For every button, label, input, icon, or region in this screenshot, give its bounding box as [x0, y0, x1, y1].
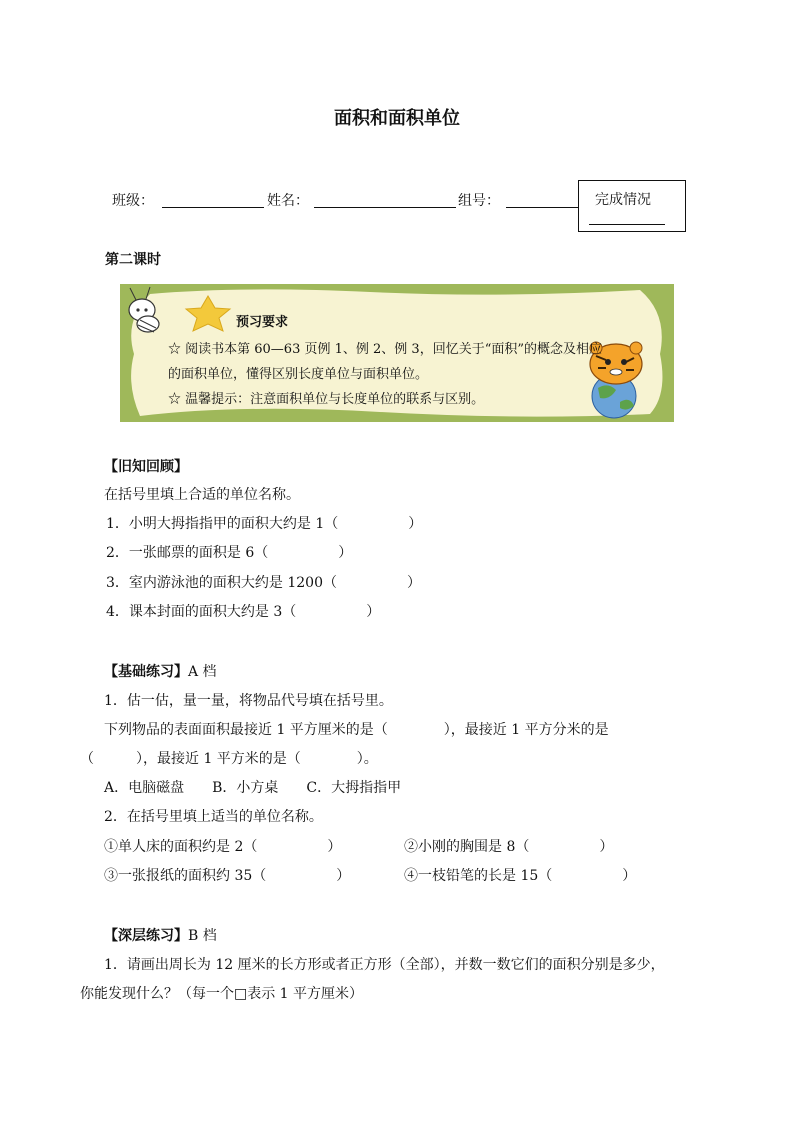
name-label: 姓名：: [267, 193, 309, 209]
preview-line-2: 的面积单位，懂得区别长度单位与面积单位。: [168, 367, 429, 382]
basic-q1: 1．估一估，量一量，将物品代号填在括号里。: [104, 693, 393, 709]
basic-q2-item-1: ①单人床的面积约是 2（ ）: [104, 839, 342, 855]
review-item-2: 2．一张邮票的面积是 6（ ）: [106, 545, 353, 561]
review-item-3: 3．室内游泳池的面积大约是 1200（ ）: [106, 575, 421, 591]
deep-q1-line-1: 1．请画出周长为 12 厘米的长方形或者正方形（全部），并数一数它们的面积分别是多少，: [104, 957, 665, 973]
basic-q1-options: A．电脑磁盘 B．小方桌 C．大拇指指甲: [104, 780, 402, 796]
completion-status-label: 完成情况: [595, 192, 651, 208]
review-item-1: 1．小明大拇指指甲的面积大约是 1（ ）: [106, 516, 423, 532]
preview-line-1: ☆ 阅读书本第 60—63 页例 1、例 2、例 3，回忆关于“面积”的概念及相应: [168, 342, 602, 357]
review-intro: 在括号里填上合适的单位名称。: [104, 487, 300, 503]
review-item-4: 4．课本封面的面积大约是 3（ ）: [106, 604, 381, 620]
class-label: 班级：: [112, 193, 154, 209]
deep-heading-row: [104, 925, 217, 945]
preview-title: 预习要求: [236, 315, 289, 330]
group-label: 组号：: [458, 193, 500, 209]
basic-q2-item-4: ④一枝铅笔的长是 15（ ）: [404, 868, 637, 884]
completion-status-box: [578, 180, 686, 232]
basic-q2: 2．在括号里填上适当的单位名称。: [104, 809, 323, 825]
name-blank[interactable]: [314, 207, 456, 208]
group-blank[interactable]: [506, 207, 578, 208]
basic-q2-item-2: ②小刚的胸围是 8（ ）: [404, 839, 614, 855]
lesson-label: 第二课时: [105, 252, 161, 268]
basic-q2-item-3: ③一张报纸的面积约 35（ ）: [104, 868, 351, 884]
deep-heading: 【深层练习】: [104, 928, 188, 944]
student-info-row: [112, 190, 582, 212]
basic-level: A 档: [188, 664, 217, 680]
completion-status-blank[interactable]: [589, 224, 665, 225]
basic-heading-row: [104, 661, 217, 681]
basic-heading: 【基础练习】: [104, 664, 188, 680]
preview-line-3: ☆ 温馨提示：注意面积单位与长度单位的联系与区别。: [168, 392, 485, 407]
deep-level: B 档: [188, 928, 217, 944]
basic-q1-line-2: （ ），最接近 1 平方米的是（ ）。: [80, 751, 378, 767]
page-title: 面积和面积单位: [334, 108, 460, 129]
basic-q1-line-1: 下列物品的表面面积最接近 1 平方厘米的是（ ），最接近 1 平方分米的是: [104, 722, 609, 738]
deep-q1-line-2: 你能发现什么？（每一个□表示 1 平方厘米）: [80, 986, 364, 1002]
class-blank[interactable]: [162, 207, 264, 208]
review-heading: 【旧知回顾】: [104, 459, 188, 475]
